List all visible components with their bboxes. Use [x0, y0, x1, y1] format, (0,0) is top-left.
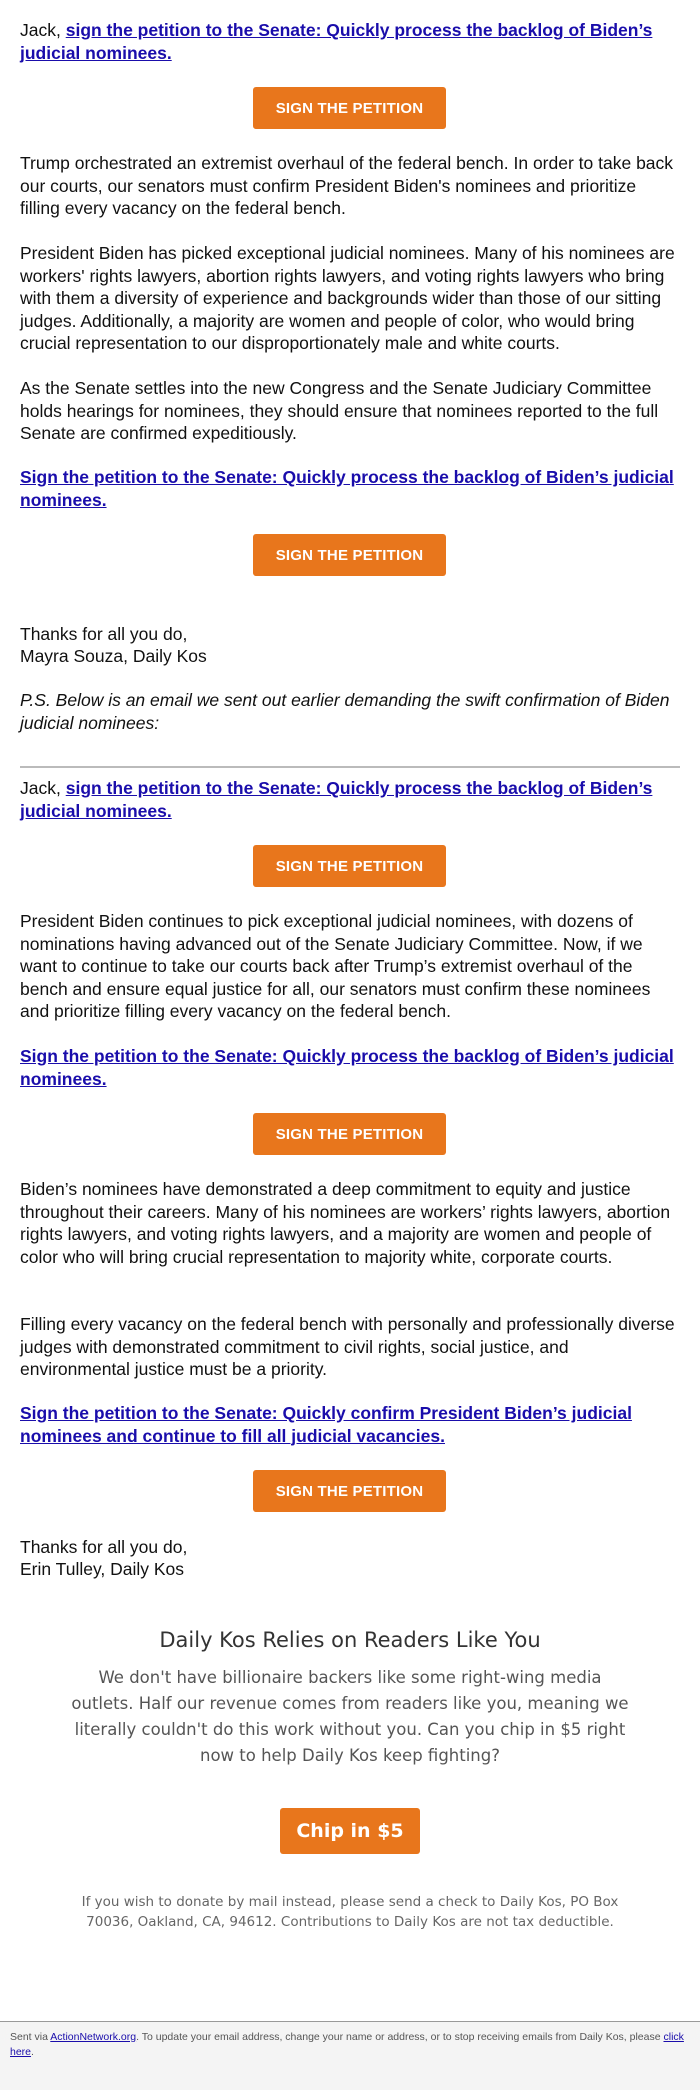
petition-link-paragraph: [20, 1045, 680, 1090]
actionnetwork-link[interactable]: ActionNetwork.org: [50, 2031, 137, 2043]
sign-petition-button[interactable]: SIGN THE PETITION: [253, 87, 446, 129]
sign-petition-button[interactable]: SIGN THE PETITION: [253, 1113, 446, 1155]
body-paragraph: As the Senate settles into the new Congress and the Senate Judiciary Committee holds hearings for nominees, they should ensure that nominees reported to the full Senate are confirmed expeditiously.: [20, 378, 659, 443]
intro-paragraph-1: [20, 19, 680, 64]
petition-link[interactable]: Sign the petition to the Senate: Quickly confirm President Biden’s judicial nominees and continue to fill all judicial vacancies.: [20, 1403, 632, 1446]
petition-link[interactable]: Sign the petition to the Senate: Quickly process the backlog of Biden’s judicial nominees.: [20, 1046, 674, 1089]
signoff-line: Thanks for all you do,: [20, 624, 188, 644]
greeting: Jack,: [20, 20, 66, 40]
donate-by-mail-note: If you wish to donate by mail instead, please send a check to Daily Kos, PO Box 70036, Oakland, CA, 94612. Contributions to Daily Kos are not tax deductible.: [81, 1894, 619, 1930]
unsubscribe-text: . To update your email address, change your name or address, or to stop receiving emails from Daily Kos, please: [136, 2031, 664, 2043]
signoff-name: Mayra Souza, Daily Kos: [20, 646, 207, 666]
petition-link-paragraph: [20, 1402, 680, 1447]
chip-in-button[interactable]: Chip in $5: [280, 1808, 420, 1854]
body-paragraph: Filling every vacancy on the federal bench with personally and professionally diverse judges with demonstrated commitment to civil rights, social justice, and environmental justice must be a priority.: [20, 1314, 675, 1379]
sign-petition-button[interactable]: SIGN THE PETITION: [253, 1470, 446, 1512]
sign-petition-button[interactable]: SIGN THE PETITION: [253, 534, 446, 576]
end-punctuation: .: [31, 2046, 34, 2058]
unsubscribe-notice: [10, 2030, 690, 2060]
footer-appeal: We don't have billionaire backers like some right-wing media outlets. Half our revenue comes from readers like you, meaning we literally couldn't do this work without you. Can you chip in $5 right now to help Daily Kos keep fighting?: [71, 1668, 629, 1765]
petition-link-paragraph: [20, 466, 680, 511]
body-paragraph: Trump orchestrated an extremist overhaul of the federal bench. In order to take back our courts, our senators must confirm President Biden's nominees and prioritize filling every vacancy on the federal bench.: [20, 153, 674, 218]
sign-petition-button[interactable]: SIGN THE PETITION: [253, 845, 446, 887]
signoff-line: Thanks for all you do,: [20, 1537, 188, 1557]
body-paragraph: President Biden continues to pick exceptional judicial nominees, with dozens of nominations having advanced out of the Senate Judiciary Committee. Now, if we want to continue to take our courts back after Trump’s extremist overhaul of the bench and ensure equal justice for all, our senators must confirm these nominees and prioritize filling every vacancy on the federal bench.: [20, 911, 651, 1021]
petition-link[interactable]: sign the petition to the Senate: Quickly process the backlog of Biden’s judicial nominees.: [20, 20, 653, 63]
click-here-link[interactable]: click here: [10, 2031, 684, 2058]
divider: [20, 766, 680, 768]
greeting: Jack,: [20, 778, 66, 798]
petition-link[interactable]: Sign the petition to the Senate: Quickly process the backlog of Biden’s judicial nominees.: [20, 467, 674, 510]
petition-link[interactable]: sign the petition to the Senate: Quickly process the backlog of Biden’s judicial nominees.: [20, 778, 653, 821]
intro-paragraph-2: [20, 777, 680, 822]
body-paragraph: President Biden has picked exceptional judicial nominees. Many of his nominees are workers' rights lawyers, abortion rights lawyers, and voting rights lawyers who bring with them a diversity of experience and backgrounds wider than those of our sitting judges. Additionally, a majority are women and people of color, who would bring crucial representation to our disproportionately male and white courts.: [20, 243, 675, 353]
ps-note: P.S. Below is an email we sent out earlier demanding the swift confirmation of Biden judicial nominees:: [20, 690, 670, 733]
footer-title: Daily Kos Relies on Readers Like You: [159, 1628, 541, 1652]
signoff-name: Erin Tulley, Daily Kos: [20, 1559, 185, 1579]
sent-via-label: Sent via: [10, 2031, 51, 2043]
body-paragraph: Biden’s nominees have demonstrated a deep commitment to equity and justice throughout their careers. Many of his nominees are workers’ rights lawyers, abortion rights lawyers, and voting rights lawyers, and a majority are women and people of color who will bring crucial representation to majority white, corporate courts.: [20, 1179, 671, 1267]
